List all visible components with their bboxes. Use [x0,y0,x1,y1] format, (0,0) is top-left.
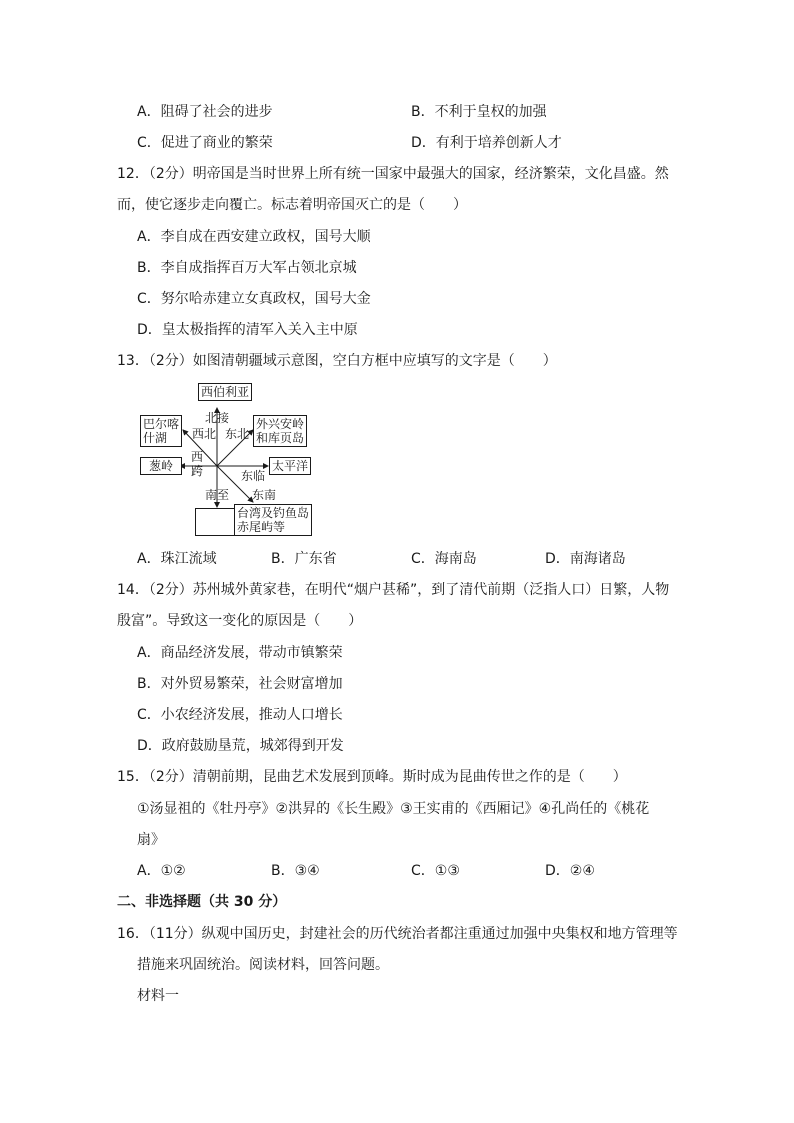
label-south: 南至 [205,488,230,502]
q12-option-a: A．李自成在西安建立政权，国号大顺 [137,229,371,245]
q11-option-b: B．不利于皇权的加强 [411,104,547,120]
q15-option-b: B．③④ [271,863,320,879]
box-east: 太平洋 [269,457,311,475]
q12-stem-line2: 而，使它逐步走向覆亡。标志着明帝国灭亡的是（ ） [117,197,467,213]
section-heading: 二、非选择题（共 30 分） [117,894,287,910]
q15-stem-line2: ①汤显祖的《牡丹亭》②洪昇的《长生殿》③王实甫的《西厢记》④孔尚任的《桃花 [137,801,650,817]
label-east: 东临 [241,469,266,483]
box-northwest-line2: 什湖 [143,431,168,445]
q14-stem-line2: 殷富”。导致这一变化的原因是（ ） [117,613,363,629]
q13-option-b: B．广东省 [271,551,337,567]
box-southeast-line2: 赤尾屿等 [237,520,286,534]
box-north: 西伯利亚 [198,383,252,401]
q15-stem-line3: 扇》 [137,832,165,848]
box-southeast [234,504,312,536]
q12-option-d: D．皇太极指挥的清军入关入主中原 [137,322,358,338]
box-northeast [253,415,307,447]
box-northwest [140,415,182,447]
q14-option-a: A．商品经济发展，带动市镇繁荣 [137,645,343,661]
q16-material-label: 材料一 [137,988,179,1004]
q11-option-a: A．阻碍了社会的进步 [137,104,273,120]
label-north: 北接 [205,411,230,425]
box-northwest-line1: 巴尔喀 [143,417,180,431]
box-northeast-line1: 外兴安岭 [256,417,305,431]
q14-option-d: D．政府鼓励垦荒，城郊得到开发 [137,738,344,754]
q15-stem-line1: 15．（2分）清朝前期，昆曲艺术发展到顶峰。斯时成为昆曲传世之作的是（ ） [117,769,627,785]
q14-stem-line1: 14．（2分）苏州城外黄家巷，在明代“烟户甚稀”，到了清代前期（泛指人口）日繁，人物 [117,582,670,598]
q13-stem: 13．（2分）如图清朝疆域示意图，空白方框中应填写的文字是（ ） [117,353,557,369]
q14-option-b: B．对外贸易繁荣，社会财富增加 [137,676,343,692]
q15-option-c: C．①③ [411,863,460,879]
box-northeast-line2: 和库页岛 [256,431,305,445]
q16-stem-line2: 措施来巩固统治。阅读材料，回答问题。 [137,957,389,973]
q16-stem-line1: 16．（11分）纵观中国历史，封建社会的历代统治者都注重通过加强中央集权和地方管理等 [117,926,678,942]
q13-option-c: C．海南岛 [411,551,477,567]
box-southeast-line1: 台湾及钓鱼岛 [237,506,310,520]
q12-stem-line1: 12．（2分）明帝国是当时世界上所有统一国家中最强大的国家，经济繁荣，文化昌盛。然 [117,166,669,182]
q13-option-a: A．珠江流域 [137,551,217,567]
label-northeast: 东北 [225,427,250,441]
q11-option-d: D．有利于培养创新人才 [411,135,562,151]
q12-option-c: C．努尔哈赤建立女真政权，国号大金 [137,291,371,307]
label-west: 西跨 [190,450,203,478]
qing-territory-diagram [137,380,342,540]
label-northwest: 西北 [192,427,217,441]
q14-option-c: C．小农经济发展，推动人口增长 [137,707,343,723]
q15-option-a: A．①② [137,863,186,879]
q12-option-b: B．李自成指挥百万大军占领北京城 [137,260,357,276]
box-west: 葱岭 [140,457,182,475]
q15-option-d: D．②④ [545,863,595,879]
q13-option-d: D．南海诸岛 [545,551,626,567]
q11-option-c: C．促进了商业的繁荣 [137,135,273,151]
label-southeast: 东南 [252,488,277,502]
